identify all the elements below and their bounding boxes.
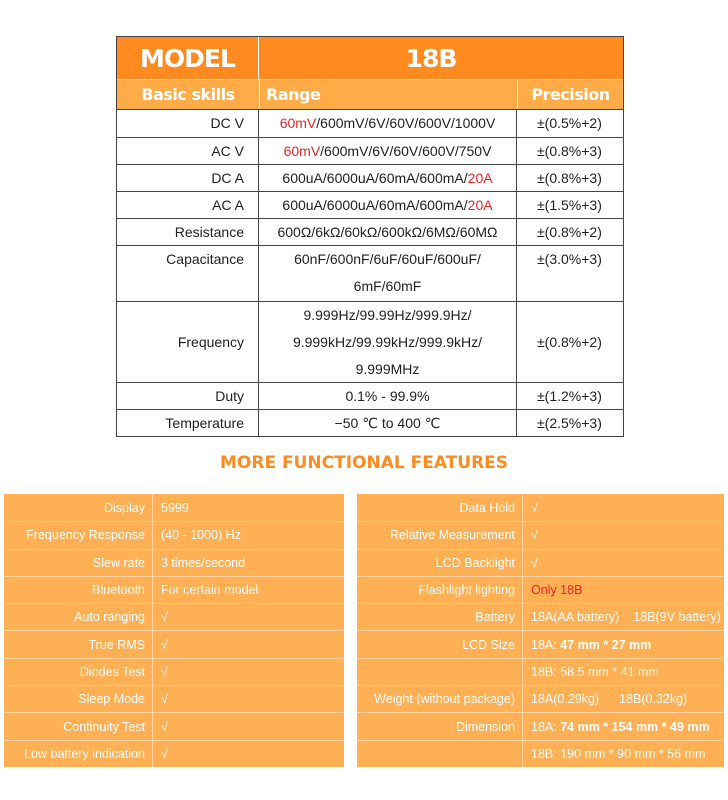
feature-label: Continuity Test bbox=[4, 713, 152, 739]
feature-value: (40 - 1000) Hz bbox=[152, 522, 344, 548]
feature-value: 3 times/second bbox=[152, 550, 344, 576]
feature-value bbox=[522, 686, 724, 712]
feature-row bbox=[357, 494, 724, 521]
precision-cell: ±(1.2%+3) bbox=[537, 388, 602, 404]
range-cell: 600Ω/6kΩ/60kΩ/600kΩ/6MΩ/60MΩ bbox=[259, 219, 517, 245]
range-highlight: 60mV bbox=[283, 143, 321, 159]
header-range: Range bbox=[259, 80, 517, 109]
range-cell: 0.1% - 99.9% bbox=[259, 383, 517, 409]
feature-value: √ bbox=[152, 741, 344, 767]
range-line: 9.999kHz/99.99kHz/999.9kHz/ bbox=[292, 333, 483, 350]
lcd-a-prefix: 18A: bbox=[531, 637, 557, 652]
spec-table bbox=[116, 36, 624, 437]
dim-b-prefix: 18B: bbox=[531, 746, 557, 761]
range-text: /600mV/6V/60V/600V/750V bbox=[320, 143, 492, 159]
feature-value bbox=[522, 604, 724, 630]
table-row bbox=[117, 409, 623, 436]
precision-cell: ±(0.5%+2) bbox=[537, 115, 602, 131]
feature-label: Data Hold bbox=[357, 494, 522, 521]
table-row bbox=[117, 301, 623, 382]
table-row bbox=[117, 137, 623, 164]
model-value: 18B bbox=[405, 43, 457, 73]
feature-label: LCD Backlight bbox=[357, 550, 522, 576]
feature-value bbox=[522, 713, 724, 739]
feature-row bbox=[357, 603, 724, 630]
feature-row bbox=[4, 549, 344, 576]
feature-label: Flashlight lighting bbox=[357, 577, 522, 603]
feature-label: Low battery indication bbox=[4, 741, 152, 767]
features-title: MORE FUNCTIONAL FEATURES bbox=[219, 453, 509, 473]
range-cell bbox=[259, 192, 517, 218]
battery-b: 18B(9V battery) bbox=[633, 610, 721, 625]
skill-cell: AC V bbox=[117, 138, 259, 164]
skill-cell bbox=[117, 302, 259, 382]
dim-a-prefix: 18A: bbox=[531, 719, 557, 734]
feature-row bbox=[357, 549, 724, 576]
feature-label: Sleep Mode bbox=[4, 686, 152, 712]
table-row bbox=[117, 109, 623, 137]
precision-text: ±(0.8%+2) bbox=[537, 333, 602, 350]
feature-label: Relative Measurement bbox=[357, 522, 522, 548]
feature-row bbox=[4, 630, 344, 657]
feature-row bbox=[4, 740, 344, 767]
table-header bbox=[117, 79, 623, 109]
feature-label: Display bbox=[4, 494, 152, 521]
feature-value: For certain model bbox=[152, 577, 344, 603]
feature-label: True RMS bbox=[4, 631, 152, 657]
header-skills: Basic skills bbox=[141, 85, 235, 104]
lcd-b-value: 58.5 mm * 41 mm bbox=[560, 664, 659, 679]
range-cell bbox=[259, 302, 517, 382]
precision-cell: ±(3.0%+3) bbox=[537, 251, 602, 267]
skill-cell: AC A bbox=[117, 192, 259, 218]
features-left-table bbox=[4, 494, 344, 767]
feature-row bbox=[4, 521, 344, 548]
feature-row bbox=[4, 576, 344, 603]
feature-value bbox=[522, 631, 724, 657]
precision-cell bbox=[517, 302, 623, 382]
range-text: 600uA/6000uA/60mA/600mA/ bbox=[282, 170, 468, 186]
weight-b: 18B(0.32kg) bbox=[619, 692, 688, 707]
table-row bbox=[117, 191, 623, 218]
feature-row bbox=[357, 685, 724, 712]
feature-label-empty bbox=[357, 741, 522, 767]
feature-row bbox=[357, 630, 724, 657]
feature-row bbox=[4, 685, 344, 712]
feature-value bbox=[522, 659, 724, 685]
feature-value: √ bbox=[152, 604, 344, 630]
skill-cell: DC A bbox=[117, 165, 259, 191]
range-line: 6mF/60mF bbox=[353, 278, 422, 294]
feature-label: Auto ranging bbox=[4, 604, 152, 630]
lcd-b-prefix: 18B: bbox=[531, 664, 557, 679]
skill-text: Frequency bbox=[177, 333, 244, 350]
features-right-table bbox=[357, 494, 724, 767]
feature-row bbox=[4, 494, 344, 521]
skill-cell: Temperature bbox=[117, 410, 259, 436]
precision-cell: ±(0.8%+2) bbox=[537, 224, 602, 240]
range-highlight: 20A bbox=[467, 170, 493, 186]
feature-label: LCD Size bbox=[357, 631, 522, 657]
feature-value: √ bbox=[522, 494, 724, 521]
feature-value: √ bbox=[152, 631, 344, 657]
table-row bbox=[117, 382, 623, 409]
range-line: 9.999Hz/99.99Hz/999.9Hz/ bbox=[303, 306, 472, 323]
table-row bbox=[117, 218, 623, 245]
precision-cell: ±(2.5%+3) bbox=[537, 415, 602, 431]
range-text: /600mV/6V/60V/600V/1000V bbox=[316, 115, 496, 131]
feature-value bbox=[522, 741, 724, 767]
feature-label: Dimension bbox=[357, 713, 522, 739]
table-row bbox=[117, 164, 623, 191]
dim-b-value: 190 mm * 90 mm * 56 mm bbox=[560, 746, 706, 761]
feature-value: √ bbox=[152, 659, 344, 685]
feature-row bbox=[4, 658, 344, 685]
skill-cell: Duty bbox=[117, 383, 259, 409]
feature-label: Battery bbox=[357, 604, 522, 630]
battery-a: 18A(AA battery) bbox=[531, 610, 620, 625]
range-cell bbox=[259, 110, 517, 137]
range-cell bbox=[259, 138, 517, 164]
precision-cell: ±(0.8%+3) bbox=[537, 143, 602, 159]
model-label: MODEL bbox=[117, 37, 259, 79]
precision-cell: ±(0.8%+3) bbox=[537, 170, 602, 186]
feature-label: Diodes Test bbox=[4, 659, 152, 685]
feature-row bbox=[357, 658, 724, 685]
skill-cell: DC V bbox=[117, 110, 259, 137]
skill-cell: Resistance bbox=[117, 219, 259, 245]
range-line: 60nF/600nF/6uF/60uF/600uF/ bbox=[294, 251, 481, 267]
precision-cell: ±(1.5%+3) bbox=[537, 197, 602, 213]
header-precision: Precision bbox=[517, 80, 623, 109]
range-text: 600uA/6000uA/60mA/600mA/ bbox=[282, 197, 468, 213]
feature-row bbox=[357, 576, 724, 603]
table-row bbox=[117, 245, 623, 301]
feature-label: Bluetooth bbox=[4, 577, 152, 603]
range-cell bbox=[259, 165, 517, 191]
feature-label: Frequency Response bbox=[4, 522, 152, 548]
lcd-a-value: 47 mm * 27 mm bbox=[560, 637, 652, 652]
feature-row bbox=[357, 521, 724, 548]
model-row bbox=[117, 37, 623, 79]
range-highlight: 20A bbox=[467, 197, 493, 213]
range-highlight: 60mV bbox=[279, 115, 317, 131]
feature-value: √ bbox=[152, 713, 344, 739]
feature-label-empty bbox=[357, 659, 522, 685]
weight-a: 18A(0.29kg) bbox=[531, 692, 600, 707]
range-cell bbox=[259, 246, 517, 301]
dim-a-value: 74 mm * 154 mm * 49 mm bbox=[560, 719, 710, 734]
skill-cell: Capacitance bbox=[117, 246, 259, 301]
range-line: 9.999MHz bbox=[355, 360, 420, 377]
feature-label: Slew rate bbox=[4, 550, 152, 576]
range-cell: −50 ℃ to 400 ℃ bbox=[259, 410, 517, 436]
feature-value: 5999 bbox=[152, 494, 344, 521]
feature-row bbox=[357, 712, 724, 739]
feature-value: Only 18B bbox=[522, 577, 724, 603]
feature-label: Weight (without package) bbox=[357, 686, 522, 712]
feature-value: √ bbox=[152, 686, 344, 712]
feature-value: √ bbox=[522, 550, 724, 576]
feature-row bbox=[4, 603, 344, 630]
feature-row bbox=[4, 712, 344, 739]
feature-value: √ bbox=[522, 522, 724, 548]
feature-row bbox=[357, 740, 724, 767]
